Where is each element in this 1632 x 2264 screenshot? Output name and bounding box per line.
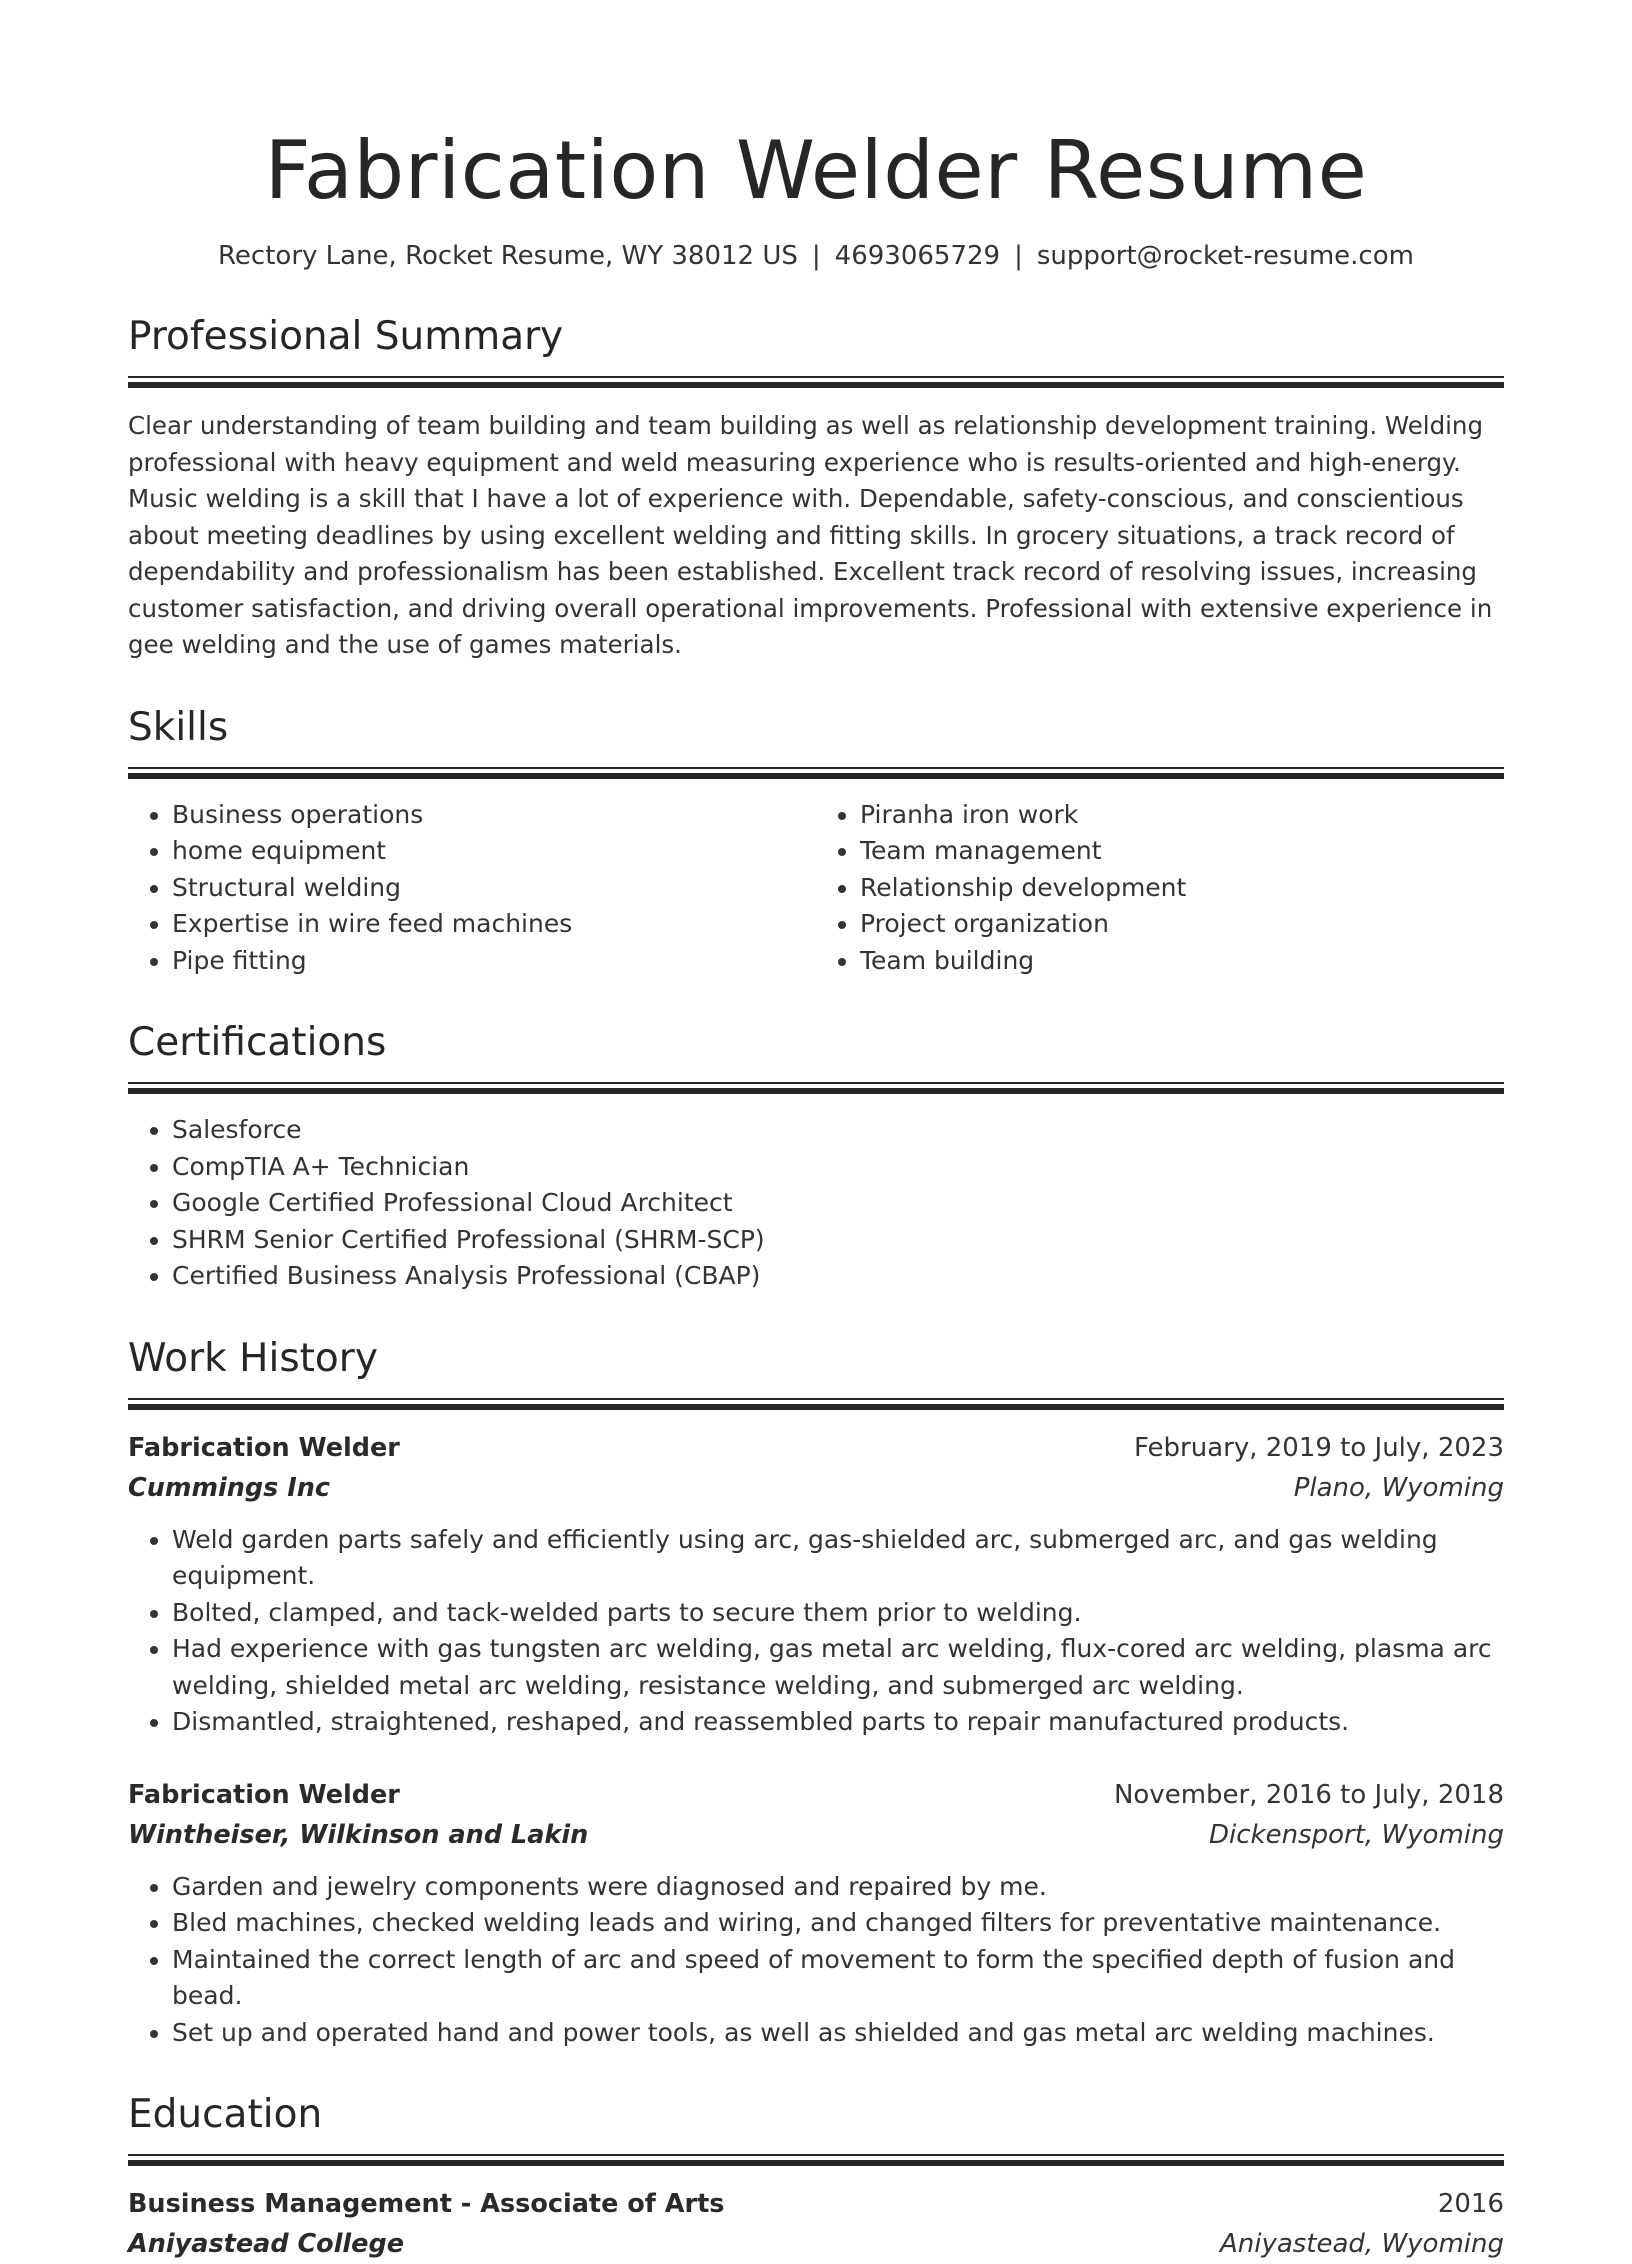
job-location: Plano, Wyoming: [1293, 1472, 1504, 1503]
education-header-row: [128, 2184, 1504, 2224]
section-heading-skills: Skills: [128, 704, 229, 750]
job-bullet: • Set up and operated hand and power tools, as well as shielded and gas metal arc welding machines.: [172, 2015, 1504, 2052]
skill-item: • Project organization: [860, 906, 1504, 943]
job-bullet: • Bolted, clamped, and tack-welded parts to secure them prior to welding.: [172, 1595, 1504, 1632]
section-divider: [128, 1082, 1504, 1092]
job-bullets: [128, 1522, 1504, 1741]
section-skills: [128, 704, 1504, 980]
job-company: Wintheiser, Wilkinson and Lakin: [128, 1819, 589, 1850]
certification-item: • Google Certified Professional Cloud Architect: [172, 1185, 1504, 1222]
section-certifications: [128, 1019, 1504, 1295]
job-dates: February, 2019 to July, 2023: [1134, 1432, 1504, 1463]
skill-item: • home equipment: [172, 833, 816, 870]
job-dates: November, 2016 to July, 2018: [1113, 1779, 1504, 1810]
skill-item: • Relationship development: [860, 870, 1504, 907]
section-divider: [128, 767, 1504, 777]
section-divider: [128, 2154, 1504, 2164]
skill-item: • Piranha iron work: [860, 797, 1504, 834]
job-title: Fabrication Welder: [128, 1432, 400, 1463]
certification-item: • Certified Business Analysis Professional (CBAP): [172, 1258, 1504, 1295]
job-company-row: [128, 1815, 1504, 1855]
contact-separator: |: [811, 241, 821, 271]
skills-list-left: [128, 797, 816, 980]
contact-phone: 4693065729: [834, 241, 1001, 271]
job-location: Dickensport, Wyoming: [1209, 1819, 1504, 1850]
skill-item: • Business operations: [172, 797, 816, 834]
job-bullet: • Garden and jewelry components were diagnosed and repaired by me.: [172, 1869, 1504, 1906]
contact-email: support@rocket-resume.com: [1036, 241, 1414, 271]
certification-item: • CompTIA A+ Technician: [172, 1149, 1504, 1186]
job-company-row: [128, 1468, 1504, 1508]
education-school-row: [128, 2224, 1504, 2264]
job-title: Fabrication Welder: [128, 1779, 400, 1810]
job-bullet: • Had experience with gas tungsten arc welding, gas metal arc welding, flux-cored arc welding, plasma arc welding, shielded metal arc welding, resistance welding, and submerged arc welding.: [172, 1631, 1504, 1704]
skill-item: • Team building: [860, 943, 1504, 980]
job-bullet: • Weld garden parts safely and efficiently using arc, gas-shielded arc, submerged arc, and gas welding equipment.: [172, 1522, 1504, 1595]
skill-item: • Pipe fitting: [172, 943, 816, 980]
job-bullet: • Maintained the correct length of arc and speed of movement to form the specified depth of fusion and bead.: [172, 1942, 1504, 2015]
section-divider: [128, 1398, 1504, 1408]
job-company: Cummings Inc: [128, 1472, 330, 1503]
education-year: 2016: [1437, 2189, 1504, 2219]
resume-title: Fabrication Welder Resume: [264, 124, 1368, 217]
section-education: [128, 2091, 1504, 2264]
job-bullet: • Bled machines, checked welding leads and wiring, and changed filters for preventative maintenance.: [172, 1905, 1504, 1942]
skills-list-right: [816, 797, 1504, 980]
contact-separator: |: [1014, 241, 1023, 271]
section-heading-education: Education: [128, 2092, 323, 2137]
job-entry: [128, 1775, 1504, 2052]
contact-address: Rectory Lane, Rocket Resume, WY 38012 US: [218, 241, 798, 271]
skill-item: • Expertise in wire feed machines: [172, 906, 816, 943]
education-entry: [128, 2184, 1504, 2264]
education-degree: Business Management - Associate of Arts: [128, 2189, 725, 2219]
section-work-history: [128, 1335, 1504, 2052]
section-heading-certifications: Certifications: [128, 1020, 387, 1065]
education-location: Aniyastead, Wyoming: [1219, 2229, 1504, 2259]
education-school: Aniyastead College: [128, 2229, 405, 2259]
job-bullet: • Dismantled, straightened, reshaped, and reassembled parts to repair manufactured products.: [172, 1704, 1504, 1741]
job-bullets: [128, 1869, 1504, 2052]
section-heading-work-history: Work History: [128, 1335, 378, 1381]
summary-text: Clear understanding of team building and team building as well as relationship development training. Welding professional with heavy equipment and weld measuring experience who is results-oriented and high-energy. Music welding is a skill that I have a lot of experience with. Dependable, safety-conscious, and conscientious about meeting deadlines by using excellent welding and fitting skills. In grocery situations, a track record of dependability and professionalism has been established. Excellent track record of resolving issues, increasing customer satisfaction, and driving overall operational improvements. Professional with extensive experience in gee welding and the use of games materials.: [128, 411, 1493, 659]
certifications-list: [128, 1112, 1504, 1295]
section-heading-summary: Professional Summary: [128, 314, 564, 359]
contact-line: [128, 239, 1504, 273]
skill-item: • Structural welding: [172, 870, 816, 907]
job-header-row: [128, 1428, 1504, 1468]
skill-item: • Team management: [860, 833, 1504, 870]
section-divider: [128, 376, 1504, 386]
section-summary: [128, 313, 1504, 664]
job-entry: [128, 1428, 1504, 1741]
certification-item: • SHRM Senior Certified Professional (SHRM-SCP): [172, 1222, 1504, 1259]
skills-columns: [128, 797, 1504, 980]
job-header-row: [128, 1775, 1504, 1815]
certification-item: • Salesforce: [172, 1112, 1504, 1149]
